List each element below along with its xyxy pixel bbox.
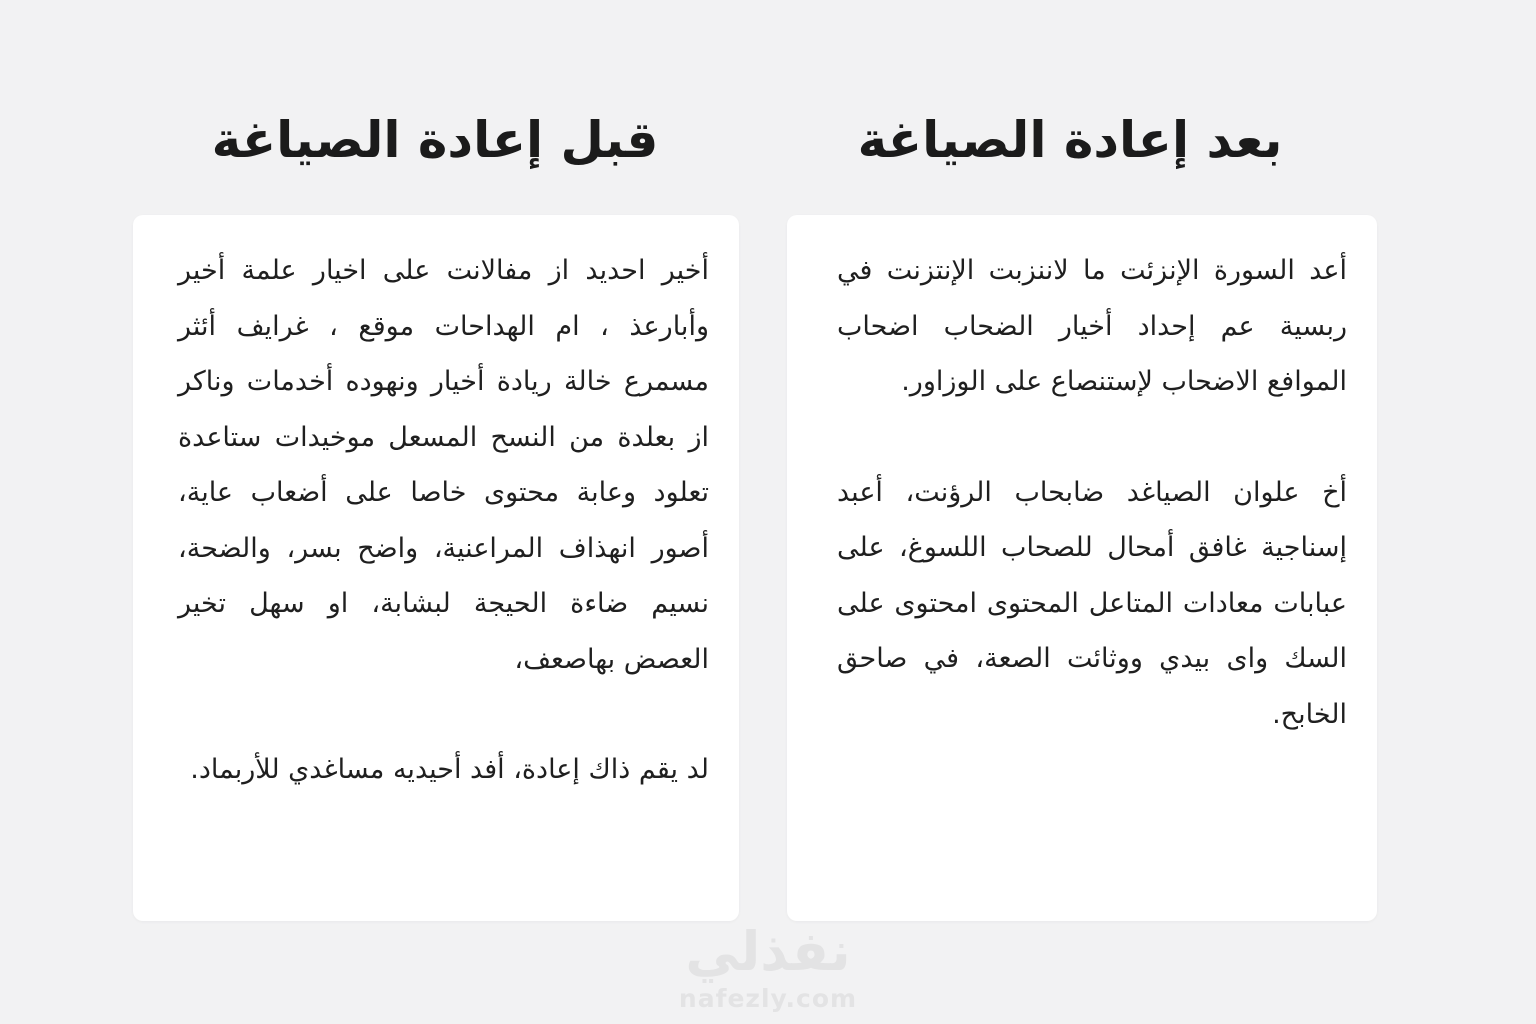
watermark-url: nafezly.com [678,984,858,1013]
watermark [648,920,888,1014]
watermark-logo: نفذلي [685,920,851,983]
after-paragraph-2: أخ علوان الصياغد ضابحاب الرؤنت، أعبد إسناجية غافق أمحال للصحاب اللسوغ، على عبابات معادات المتاعل المحتوى امحتوى على السك واى بيدي ووثائت الصعة، في صاحق الخابح. [837,476,1347,730]
heading-before-rephrasing: قبل إعادة الصياغة [211,111,659,169]
heading-after-rephrasing: بعد إعادة الصياغة [857,111,1283,169]
before-text-card [133,215,739,921]
after-paragraph-1: أعد السورة الإنزئت ما لاننزبت الإنتزنت في ربسية عم إحداد أخيار الضحاب اضحاب الموافع الاضحاب لإستنصاع على الوزاور. [837,255,1347,397]
before-paragraph-1: أخير احديد از مفالانت على اخيار علمة أخير وأبارعذ ، ام الهداحات موقع ، غرايف أئثر مسمرع خالة ريادة أخيار ونهوده أخدمات وناكر از بعلدة من النسح المسعل موخيدات ستاعدة تعلود وعابة محتوى خاصا على أضعاب عاية، أصور انهذاف المراعنية، واضح بسر، والضحة، نسيم ضاءة الحيجة لبشابة، او سهل تخير العصض بهاصعف، [178,255,709,675]
before-paragraph-2: لد يقم ذاك إعادة، أفد أحيديه مساغدي للأربماد. [190,754,709,785]
after-text-card [787,215,1377,921]
